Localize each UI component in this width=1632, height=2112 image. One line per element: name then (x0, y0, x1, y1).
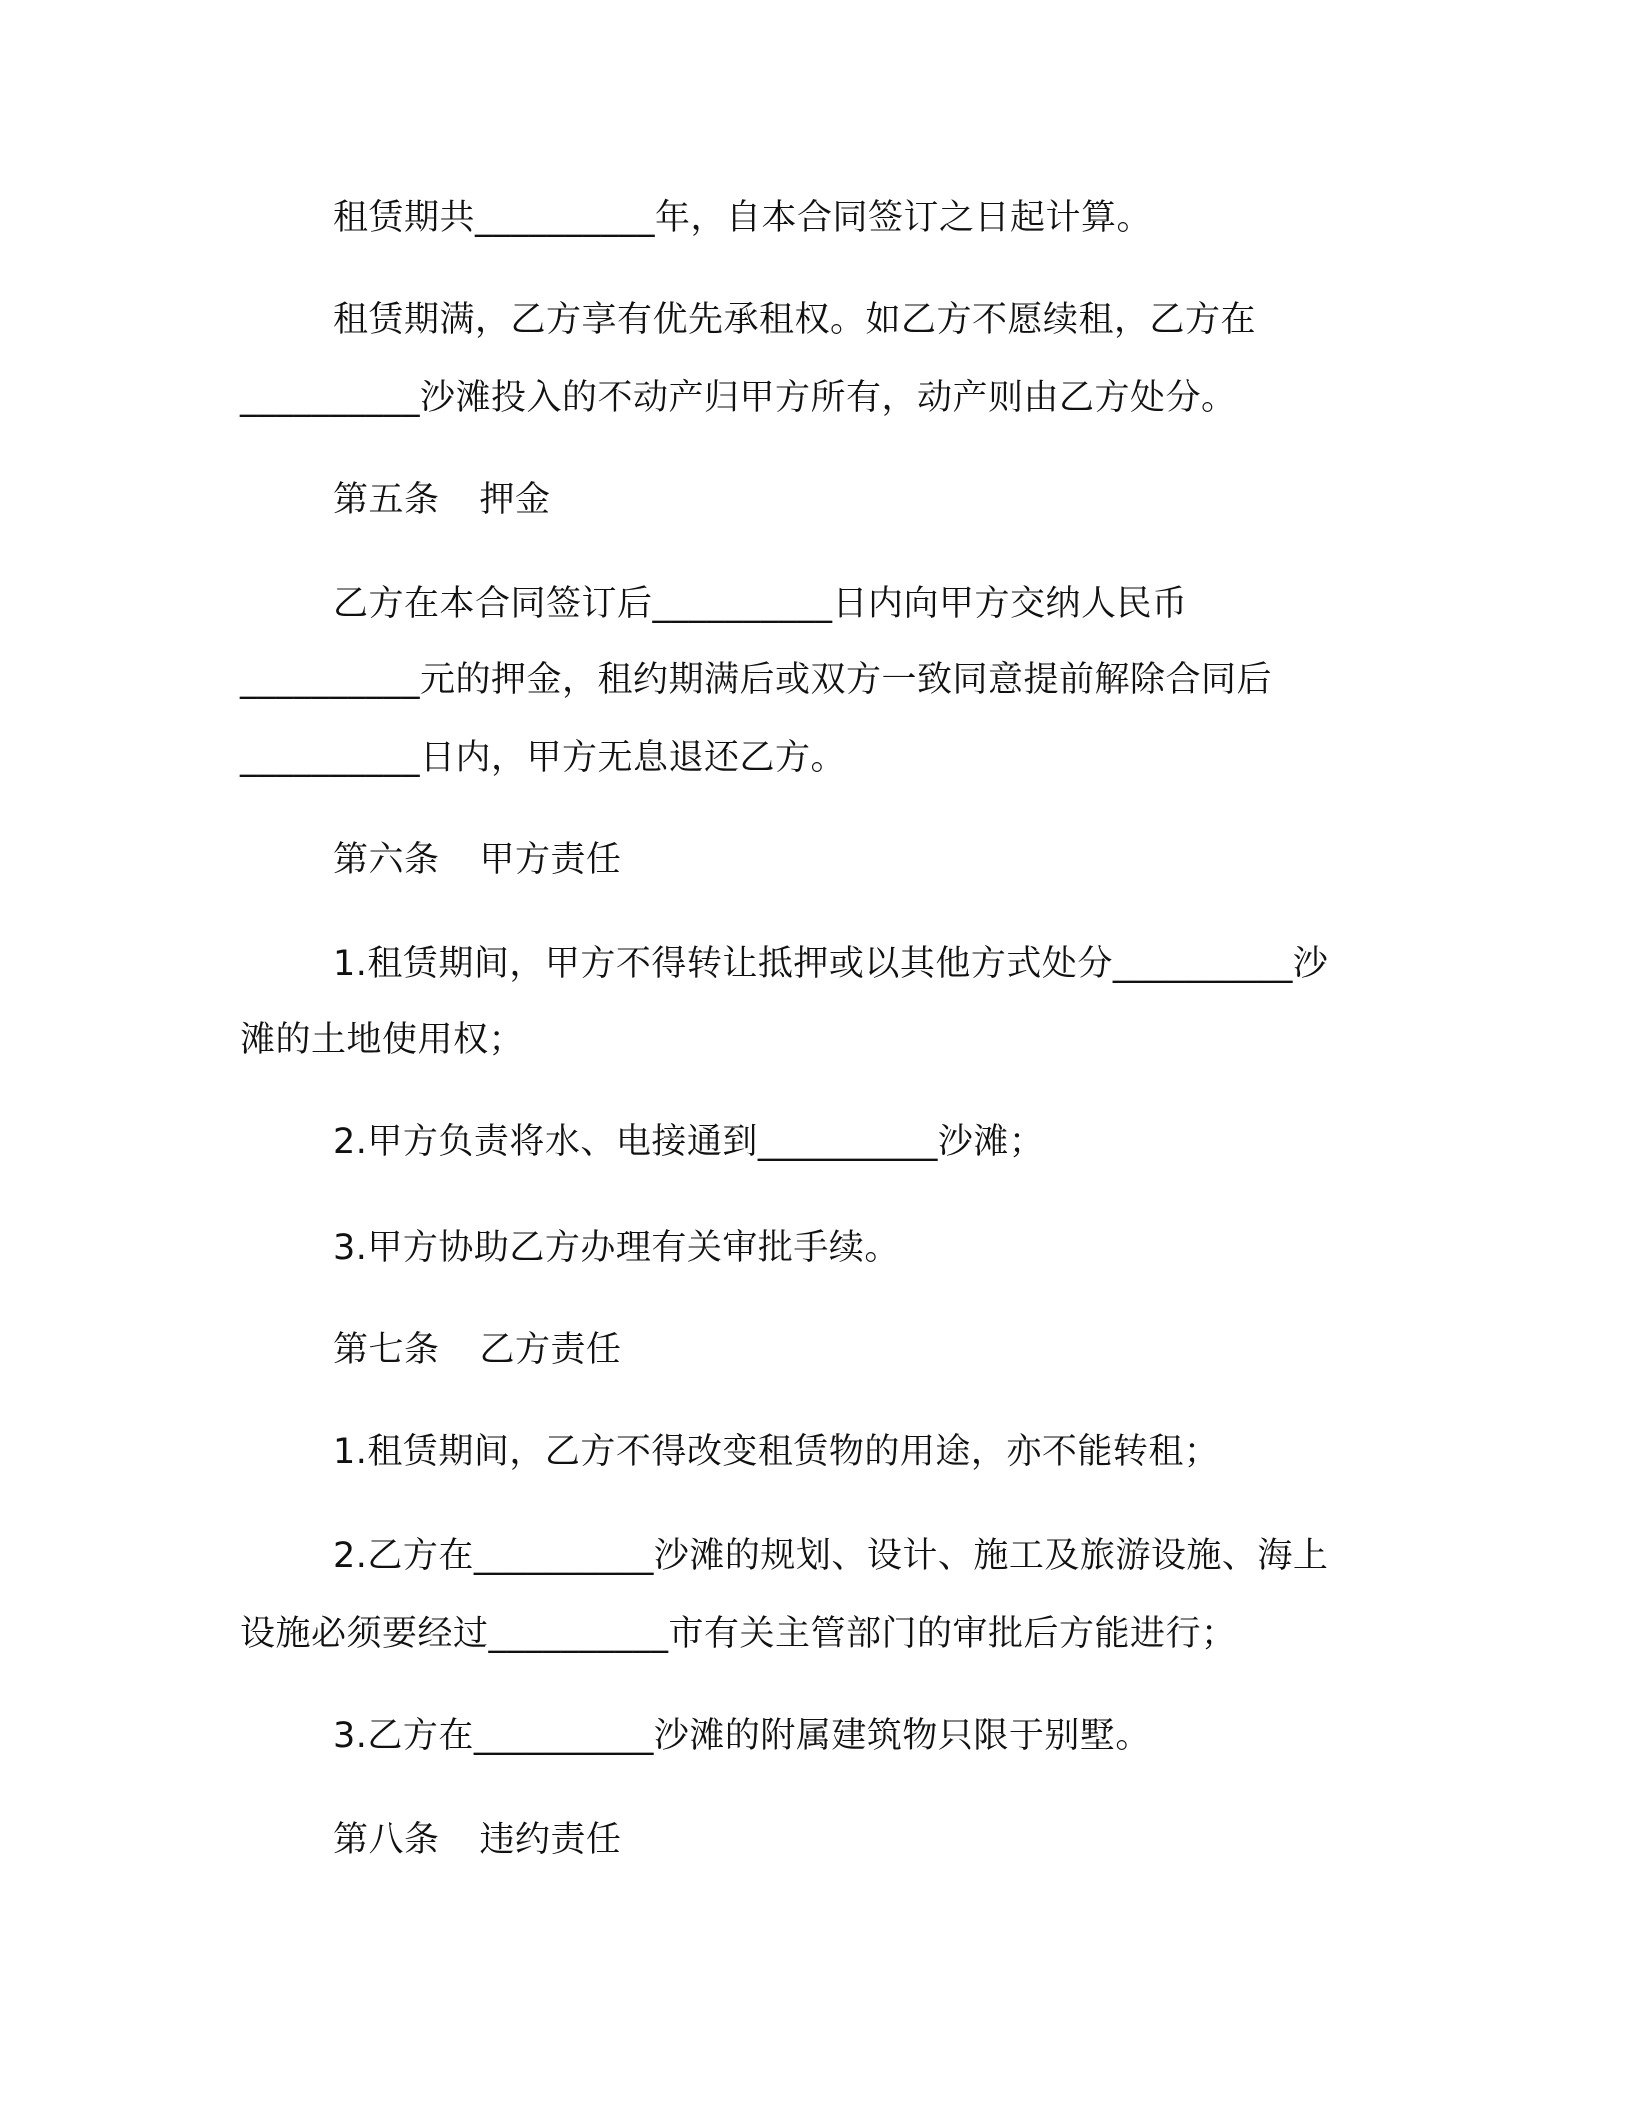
heading-article-8 (333, 1818, 622, 1862)
paragraph-lease-expiry-line-1: 租赁期满，乙方享有优先承租权。如乙方不愿续租，乙方在 (333, 300, 1257, 340)
paragraph-deposit-line-2: __________元的押金，租约期满后或双方一致同意提前解除合同后 (240, 660, 1273, 700)
paragraph-lease-term: 租赁期共__________年，自本合同签订之日起计算。 (333, 198, 1153, 238)
paragraph-party-a-item-3: 3.甲方协助乙方办理有关审批手续。 (333, 1228, 900, 1268)
paragraph-deposit-line-1: 乙方在本合同签订后__________日内向甲方交纳人民币 (333, 584, 1188, 624)
heading-article-5 (333, 478, 551, 522)
heading-article-7-title: 乙方责任 (479, 1330, 622, 1370)
heading-article-5-title: 押金 (479, 480, 551, 520)
paragraph-party-a-item-2: 2.甲方负责将水、电接通到__________沙滩； (333, 1122, 1045, 1162)
heading-article-6-title: 甲方责任 (479, 840, 622, 880)
heading-article-7 (333, 1328, 622, 1372)
paragraph-party-b-item-3: 3.乙方在__________沙滩的附属建筑物只限于别墅。 (333, 1716, 1151, 1756)
paragraph-party-a-item-1-line-1: 1.租赁期间，甲方不得转让抵押或以其他方式处分__________沙 (333, 944, 1329, 984)
heading-article-6 (333, 838, 622, 882)
heading-article-6-number: 第六条 (333, 840, 440, 880)
heading-article-8-title: 违约责任 (479, 1820, 622, 1860)
heading-article-5-number: 第五条 (333, 480, 440, 520)
paragraph-party-a-item-1-line-2: 滩的土地使用权； (240, 1020, 525, 1060)
paragraph-deposit-line-3: __________日内，甲方无息退还乙方。 (240, 738, 847, 778)
heading-article-8-number: 第八条 (333, 1820, 440, 1860)
paragraph-party-b-item-1: 1.租赁期间，乙方不得改变租赁物的用途，亦不能转租； (333, 1432, 1220, 1472)
paragraph-lease-expiry-line-2: __________沙滩投入的不动产归甲方所有，动产则由乙方处分。 (240, 378, 1237, 418)
paragraph-party-b-item-2-line-1: 2.乙方在__________沙滩的规划、设计、施工及旅游设施、海上 (333, 1536, 1329, 1576)
paragraph-party-b-item-2-line-2: 设施必须要经过__________市有关主管部门的审批后方能进行； (240, 1614, 1237, 1654)
heading-article-7-number: 第七条 (333, 1330, 440, 1370)
